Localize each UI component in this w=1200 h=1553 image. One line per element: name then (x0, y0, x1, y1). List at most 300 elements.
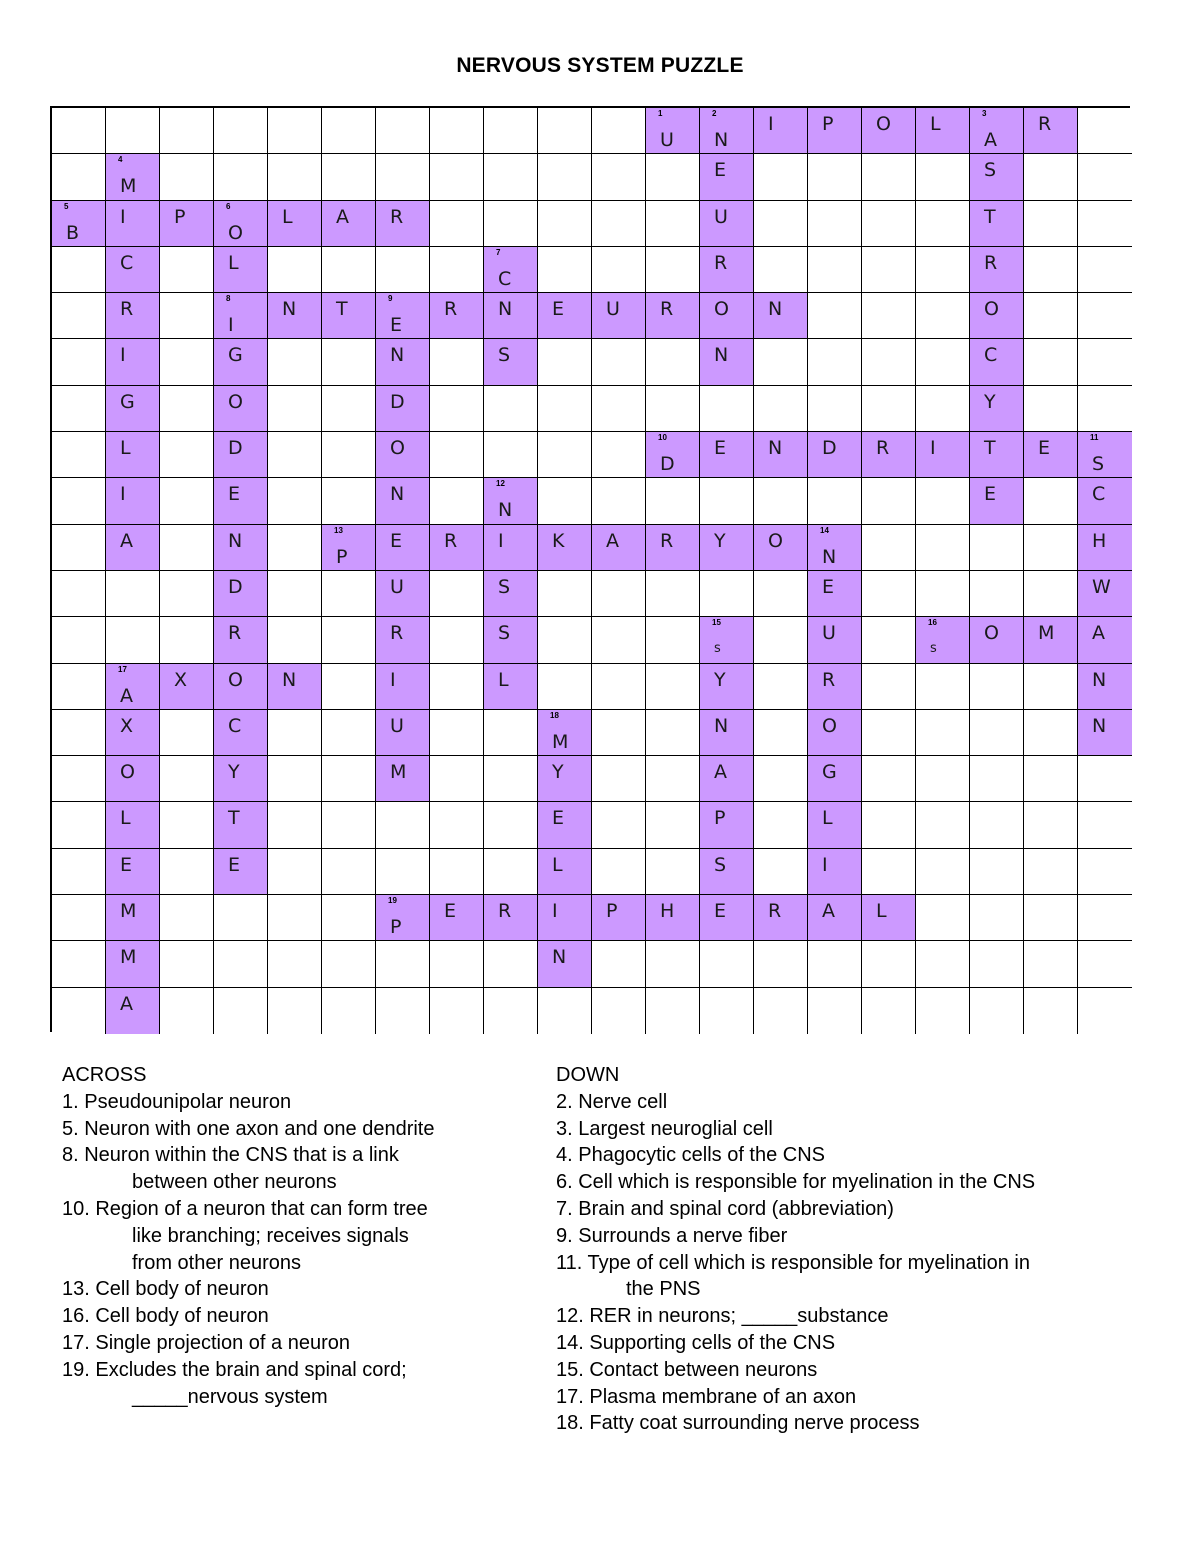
grid-cell-empty[interactable] (268, 386, 322, 432)
grid-cell-empty[interactable] (754, 941, 808, 987)
grid-cell-empty[interactable] (268, 849, 322, 895)
grid-cell-empty[interactable] (754, 756, 808, 802)
grid-cell-filled[interactable] (214, 247, 268, 293)
grid-cell-empty[interactable] (268, 154, 322, 200)
grid-cell-empty[interactable] (916, 802, 970, 848)
grid-cell-empty[interactable] (52, 571, 106, 617)
grid-cell-empty[interactable] (862, 201, 916, 247)
grid-cell-filled[interactable] (700, 849, 754, 895)
grid-cell-filled[interactable] (700, 293, 754, 339)
grid-cell-filled[interactable] (970, 339, 1024, 385)
grid-cell-empty[interactable] (862, 664, 916, 710)
grid-cell-empty[interactable] (538, 478, 592, 524)
grid-cell-filled[interactable] (376, 432, 430, 478)
grid-cell-filled[interactable] (970, 478, 1024, 524)
grid-cell-filled[interactable] (376, 617, 430, 663)
grid-cell-empty[interactable] (592, 988, 646, 1034)
grid-cell-filled[interactable] (646, 432, 700, 478)
grid-cell-filled[interactable] (484, 525, 538, 571)
grid-cell-empty[interactable] (214, 895, 268, 941)
grid-cell-empty[interactable] (430, 386, 484, 432)
grid-cell-empty[interactable] (970, 571, 1024, 617)
grid-cell-filled[interactable] (106, 802, 160, 848)
grid-cell-empty[interactable] (862, 386, 916, 432)
grid-cell-empty[interactable] (862, 617, 916, 663)
grid-cell-filled[interactable] (214, 339, 268, 385)
grid-cell-filled[interactable] (808, 849, 862, 895)
grid-cell-empty[interactable] (160, 108, 214, 154)
grid-cell-empty[interactable] (268, 802, 322, 848)
grid-cell-empty[interactable] (592, 339, 646, 385)
grid-cell-empty[interactable] (376, 154, 430, 200)
grid-cell-empty[interactable] (862, 756, 916, 802)
grid-cell-filled[interactable] (484, 339, 538, 385)
grid-cell-empty[interactable] (646, 571, 700, 617)
grid-cell-empty[interactable] (808, 941, 862, 987)
grid-cell-filled[interactable] (1078, 617, 1132, 663)
grid-cell-empty[interactable] (808, 154, 862, 200)
grid-cell-empty[interactable] (268, 525, 322, 571)
grid-cell-filled[interactable] (1078, 710, 1132, 756)
grid-cell-empty[interactable] (322, 108, 376, 154)
grid-cell-filled[interactable] (106, 756, 160, 802)
grid-cell-filled[interactable] (916, 432, 970, 478)
grid-cell-empty[interactable] (160, 293, 214, 339)
grid-cell-empty[interactable] (160, 941, 214, 987)
grid-cell-filled[interactable] (1024, 108, 1078, 154)
grid-cell-empty[interactable] (916, 247, 970, 293)
grid-cell-filled[interactable] (970, 293, 1024, 339)
grid-cell-empty[interactable] (52, 802, 106, 848)
grid-cell-filled[interactable] (52, 201, 106, 247)
grid-cell-filled[interactable] (754, 895, 808, 941)
grid-cell-empty[interactable] (646, 386, 700, 432)
grid-cell-empty[interactable] (970, 802, 1024, 848)
grid-cell-empty[interactable] (268, 756, 322, 802)
grid-cell-empty[interactable] (808, 247, 862, 293)
grid-cell-filled[interactable] (376, 525, 430, 571)
grid-cell-filled[interactable] (700, 247, 754, 293)
grid-cell-filled[interactable] (106, 247, 160, 293)
grid-cell-empty[interactable] (916, 525, 970, 571)
grid-cell-empty[interactable] (214, 941, 268, 987)
grid-cell-empty[interactable] (430, 201, 484, 247)
grid-cell-filled[interactable] (106, 525, 160, 571)
grid-cell-filled[interactable] (754, 432, 808, 478)
grid-cell-empty[interactable] (214, 108, 268, 154)
grid-cell-filled[interactable] (592, 293, 646, 339)
grid-cell-filled[interactable] (322, 293, 376, 339)
grid-cell-filled[interactable] (106, 432, 160, 478)
grid-cell-filled[interactable] (214, 478, 268, 524)
grid-cell-filled[interactable] (214, 386, 268, 432)
grid-cell-empty[interactable] (916, 849, 970, 895)
grid-cell-filled[interactable] (700, 432, 754, 478)
grid-cell-empty[interactable] (430, 478, 484, 524)
grid-cell-empty[interactable] (862, 988, 916, 1034)
grid-cell-empty[interactable] (592, 802, 646, 848)
grid-cell-empty[interactable] (592, 386, 646, 432)
grid-cell-empty[interactable] (916, 710, 970, 756)
grid-cell-filled[interactable] (214, 802, 268, 848)
grid-cell-filled[interactable] (214, 664, 268, 710)
grid-cell-empty[interactable] (430, 941, 484, 987)
grid-cell-empty[interactable] (1024, 386, 1078, 432)
grid-cell-empty[interactable] (1024, 201, 1078, 247)
grid-cell-filled[interactable] (430, 895, 484, 941)
grid-cell-empty[interactable] (430, 154, 484, 200)
grid-cell-filled[interactable] (484, 247, 538, 293)
grid-cell-filled[interactable] (808, 895, 862, 941)
grid-cell-empty[interactable] (700, 571, 754, 617)
grid-cell-filled[interactable] (538, 525, 592, 571)
grid-cell-empty[interactable] (592, 664, 646, 710)
grid-cell-empty[interactable] (268, 432, 322, 478)
grid-cell-empty[interactable] (430, 571, 484, 617)
grid-cell-filled[interactable] (754, 293, 808, 339)
grid-cell-empty[interactable] (322, 895, 376, 941)
grid-cell-empty[interactable] (268, 339, 322, 385)
grid-cell-empty[interactable] (52, 293, 106, 339)
grid-cell-filled[interactable] (646, 293, 700, 339)
grid-cell-empty[interactable] (52, 988, 106, 1034)
grid-cell-empty[interactable] (430, 710, 484, 756)
grid-cell-filled[interactable] (1078, 478, 1132, 524)
grid-cell-filled[interactable] (484, 617, 538, 663)
grid-cell-empty[interactable] (322, 988, 376, 1034)
grid-cell-empty[interactable] (592, 617, 646, 663)
grid-cell-empty[interactable] (970, 941, 1024, 987)
grid-cell-empty[interactable] (430, 756, 484, 802)
grid-cell-filled[interactable] (322, 525, 376, 571)
grid-cell-empty[interactable] (538, 108, 592, 154)
grid-cell-empty[interactable] (106, 571, 160, 617)
grid-cell-empty[interactable] (1078, 386, 1132, 432)
grid-cell-empty[interactable] (592, 571, 646, 617)
grid-cell-empty[interactable] (484, 432, 538, 478)
grid-cell-filled[interactable] (214, 617, 268, 663)
grid-cell-empty[interactable] (268, 941, 322, 987)
grid-cell-filled[interactable] (376, 478, 430, 524)
grid-cell-filled[interactable] (484, 664, 538, 710)
grid-cell-empty[interactable] (160, 895, 214, 941)
grid-cell-filled[interactable] (106, 895, 160, 941)
grid-cell-filled[interactable] (106, 664, 160, 710)
grid-cell-empty[interactable] (916, 571, 970, 617)
grid-cell-empty[interactable] (700, 988, 754, 1034)
grid-cell-empty[interactable] (160, 710, 214, 756)
grid-cell-filled[interactable] (106, 710, 160, 756)
grid-cell-empty[interactable] (1024, 293, 1078, 339)
grid-cell-empty[interactable] (1024, 571, 1078, 617)
grid-cell-empty[interactable] (862, 478, 916, 524)
grid-cell-filled[interactable] (862, 432, 916, 478)
grid-cell-empty[interactable] (538, 339, 592, 385)
grid-cell-empty[interactable] (484, 201, 538, 247)
grid-cell-empty[interactable] (268, 108, 322, 154)
grid-cell-empty[interactable] (376, 988, 430, 1034)
grid-cell-empty[interactable] (970, 988, 1024, 1034)
grid-cell-empty[interactable] (484, 802, 538, 848)
grid-cell-filled[interactable] (430, 293, 484, 339)
grid-cell-filled[interactable] (214, 293, 268, 339)
grid-cell-empty[interactable] (916, 478, 970, 524)
grid-cell-empty[interactable] (808, 988, 862, 1034)
grid-cell-filled[interactable] (538, 895, 592, 941)
grid-cell-empty[interactable] (52, 849, 106, 895)
grid-cell-filled[interactable] (538, 941, 592, 987)
grid-cell-empty[interactable] (754, 478, 808, 524)
grid-cell-empty[interactable] (646, 756, 700, 802)
grid-cell-filled[interactable] (376, 710, 430, 756)
grid-cell-empty[interactable] (700, 478, 754, 524)
grid-cell-empty[interactable] (862, 154, 916, 200)
grid-cell-empty[interactable] (646, 478, 700, 524)
grid-cell-empty[interactable] (52, 386, 106, 432)
grid-cell-empty[interactable] (1024, 988, 1078, 1034)
grid-cell-empty[interactable] (268, 988, 322, 1034)
grid-cell-empty[interactable] (484, 849, 538, 895)
grid-cell-filled[interactable] (1024, 617, 1078, 663)
grid-cell-empty[interactable] (52, 247, 106, 293)
grid-cell-empty[interactable] (754, 988, 808, 1034)
grid-cell-filled[interactable] (106, 293, 160, 339)
grid-cell-filled[interactable] (700, 895, 754, 941)
grid-cell-empty[interactable] (1078, 895, 1132, 941)
grid-cell-filled[interactable] (700, 664, 754, 710)
grid-cell-empty[interactable] (1078, 988, 1132, 1034)
grid-cell-empty[interactable] (1024, 895, 1078, 941)
grid-cell-empty[interactable] (916, 664, 970, 710)
grid-cell-empty[interactable] (322, 478, 376, 524)
grid-cell-empty[interactable] (1024, 525, 1078, 571)
grid-cell-empty[interactable] (376, 802, 430, 848)
grid-cell-empty[interactable] (862, 802, 916, 848)
grid-cell-empty[interactable] (160, 988, 214, 1034)
grid-cell-empty[interactable] (376, 849, 430, 895)
grid-cell-filled[interactable] (808, 617, 862, 663)
grid-cell-empty[interactable] (646, 201, 700, 247)
grid-cell-empty[interactable] (160, 849, 214, 895)
grid-cell-empty[interactable] (862, 710, 916, 756)
grid-cell-filled[interactable] (106, 339, 160, 385)
grid-cell-filled[interactable] (646, 895, 700, 941)
grid-cell-empty[interactable] (592, 710, 646, 756)
grid-cell-filled[interactable] (214, 432, 268, 478)
grid-cell-filled[interactable] (1078, 664, 1132, 710)
grid-cell-filled[interactable] (646, 108, 700, 154)
grid-cell-filled[interactable] (916, 108, 970, 154)
grid-cell-filled[interactable] (970, 247, 1024, 293)
grid-cell-empty[interactable] (592, 478, 646, 524)
grid-cell-filled[interactable] (538, 756, 592, 802)
grid-cell-empty[interactable] (430, 849, 484, 895)
grid-cell-empty[interactable] (1024, 664, 1078, 710)
grid-cell-empty[interactable] (646, 710, 700, 756)
grid-cell-empty[interactable] (322, 849, 376, 895)
grid-cell-empty[interactable] (52, 478, 106, 524)
grid-cell-empty[interactable] (484, 154, 538, 200)
grid-cell-empty[interactable] (862, 525, 916, 571)
grid-cell-empty[interactable] (430, 664, 484, 710)
grid-cell-filled[interactable] (808, 664, 862, 710)
grid-cell-empty[interactable] (268, 895, 322, 941)
grid-cell-empty[interactable] (592, 247, 646, 293)
grid-cell-filled[interactable] (430, 525, 484, 571)
grid-cell-empty[interactable] (862, 849, 916, 895)
grid-cell-empty[interactable] (808, 293, 862, 339)
grid-cell-filled[interactable] (214, 756, 268, 802)
grid-cell-empty[interactable] (970, 525, 1024, 571)
grid-cell-empty[interactable] (1078, 154, 1132, 200)
grid-cell-empty[interactable] (430, 108, 484, 154)
grid-cell-empty[interactable] (754, 849, 808, 895)
grid-cell-empty[interactable] (916, 988, 970, 1034)
grid-cell-filled[interactable] (538, 802, 592, 848)
grid-cell-empty[interactable] (592, 756, 646, 802)
grid-cell-empty[interactable] (754, 386, 808, 432)
grid-cell-empty[interactable] (916, 201, 970, 247)
grid-cell-filled[interactable] (538, 293, 592, 339)
grid-cell-filled[interactable] (700, 617, 754, 663)
grid-cell-filled[interactable] (754, 525, 808, 571)
grid-cell-filled[interactable] (862, 895, 916, 941)
grid-cell-empty[interactable] (430, 432, 484, 478)
grid-cell-empty[interactable] (160, 756, 214, 802)
grid-cell-empty[interactable] (106, 617, 160, 663)
grid-cell-empty[interactable] (376, 941, 430, 987)
grid-cell-empty[interactable] (592, 432, 646, 478)
grid-cell-empty[interactable] (754, 802, 808, 848)
grid-cell-empty[interactable] (538, 617, 592, 663)
grid-cell-filled[interactable] (160, 201, 214, 247)
grid-cell-empty[interactable] (160, 525, 214, 571)
grid-cell-filled[interactable] (700, 108, 754, 154)
grid-cell-empty[interactable] (214, 154, 268, 200)
grid-cell-empty[interactable] (646, 154, 700, 200)
grid-cell-empty[interactable] (646, 988, 700, 1034)
grid-cell-filled[interactable] (754, 108, 808, 154)
grid-cell-empty[interactable] (430, 339, 484, 385)
grid-cell-empty[interactable] (160, 154, 214, 200)
grid-cell-filled[interactable] (268, 201, 322, 247)
grid-cell-filled[interactable] (484, 895, 538, 941)
grid-cell-empty[interactable] (160, 478, 214, 524)
grid-cell-empty[interactable] (646, 664, 700, 710)
grid-cell-empty[interactable] (430, 802, 484, 848)
grid-cell-empty[interactable] (322, 432, 376, 478)
grid-cell-empty[interactable] (646, 849, 700, 895)
grid-cell-empty[interactable] (268, 247, 322, 293)
grid-cell-empty[interactable] (1024, 710, 1078, 756)
grid-cell-empty[interactable] (808, 201, 862, 247)
grid-cell-filled[interactable] (268, 293, 322, 339)
grid-cell-empty[interactable] (52, 432, 106, 478)
grid-cell-empty[interactable] (646, 941, 700, 987)
grid-cell-empty[interactable] (862, 941, 916, 987)
grid-cell-empty[interactable] (1078, 247, 1132, 293)
grid-cell-empty[interactable] (430, 617, 484, 663)
grid-cell-filled[interactable] (160, 664, 214, 710)
grid-cell-empty[interactable] (592, 849, 646, 895)
grid-cell-empty[interactable] (538, 571, 592, 617)
grid-cell-empty[interactable] (322, 339, 376, 385)
grid-cell-empty[interactable] (484, 756, 538, 802)
grid-cell-empty[interactable] (52, 108, 106, 154)
grid-cell-empty[interactable] (376, 108, 430, 154)
grid-cell-filled[interactable] (376, 339, 430, 385)
grid-cell-empty[interactable] (1078, 849, 1132, 895)
grid-cell-empty[interactable] (52, 617, 106, 663)
grid-cell-filled[interactable] (592, 525, 646, 571)
grid-cell-empty[interactable] (862, 293, 916, 339)
grid-cell-empty[interactable] (322, 802, 376, 848)
grid-cell-empty[interactable] (970, 849, 1024, 895)
grid-cell-empty[interactable] (52, 339, 106, 385)
grid-cell-filled[interactable] (538, 710, 592, 756)
grid-cell-empty[interactable] (1078, 802, 1132, 848)
grid-cell-empty[interactable] (430, 988, 484, 1034)
grid-cell-empty[interactable] (646, 802, 700, 848)
grid-cell-empty[interactable] (106, 108, 160, 154)
grid-cell-filled[interactable] (376, 201, 430, 247)
grid-cell-filled[interactable] (214, 525, 268, 571)
grid-cell-empty[interactable] (484, 108, 538, 154)
grid-cell-filled[interactable] (484, 571, 538, 617)
grid-cell-empty[interactable] (268, 710, 322, 756)
grid-cell-empty[interactable] (916, 941, 970, 987)
grid-cell-empty[interactable] (1024, 247, 1078, 293)
grid-cell-empty[interactable] (52, 895, 106, 941)
grid-cell-empty[interactable] (862, 339, 916, 385)
grid-cell-empty[interactable] (376, 247, 430, 293)
grid-cell-empty[interactable] (322, 617, 376, 663)
grid-cell-filled[interactable] (916, 617, 970, 663)
grid-cell-empty[interactable] (268, 478, 322, 524)
grid-cell-empty[interactable] (646, 617, 700, 663)
grid-cell-empty[interactable] (862, 247, 916, 293)
grid-cell-empty[interactable] (52, 525, 106, 571)
grid-cell-empty[interactable] (970, 895, 1024, 941)
grid-cell-empty[interactable] (538, 432, 592, 478)
grid-cell-empty[interactable] (484, 386, 538, 432)
grid-cell-filled[interactable] (1078, 525, 1132, 571)
grid-cell-filled[interactable] (376, 293, 430, 339)
grid-cell-filled[interactable] (376, 664, 430, 710)
grid-cell-filled[interactable] (700, 525, 754, 571)
grid-cell-filled[interactable] (106, 849, 160, 895)
grid-cell-filled[interactable] (970, 617, 1024, 663)
grid-cell-empty[interactable] (538, 664, 592, 710)
grid-cell-filled[interactable] (376, 756, 430, 802)
grid-cell-filled[interactable] (700, 710, 754, 756)
grid-cell-empty[interactable] (1024, 478, 1078, 524)
grid-cell-empty[interactable] (754, 617, 808, 663)
grid-cell-filled[interactable] (538, 849, 592, 895)
grid-cell-empty[interactable] (754, 339, 808, 385)
grid-cell-empty[interactable] (484, 710, 538, 756)
grid-cell-empty[interactable] (754, 154, 808, 200)
grid-cell-empty[interactable] (484, 941, 538, 987)
grid-cell-filled[interactable] (1078, 432, 1132, 478)
grid-cell-empty[interactable] (1024, 802, 1078, 848)
grid-cell-empty[interactable] (754, 664, 808, 710)
grid-cell-filled[interactable] (214, 571, 268, 617)
grid-cell-filled[interactable] (106, 386, 160, 432)
grid-cell-filled[interactable] (808, 756, 862, 802)
grid-cell-filled[interactable] (484, 478, 538, 524)
grid-cell-empty[interactable] (160, 617, 214, 663)
